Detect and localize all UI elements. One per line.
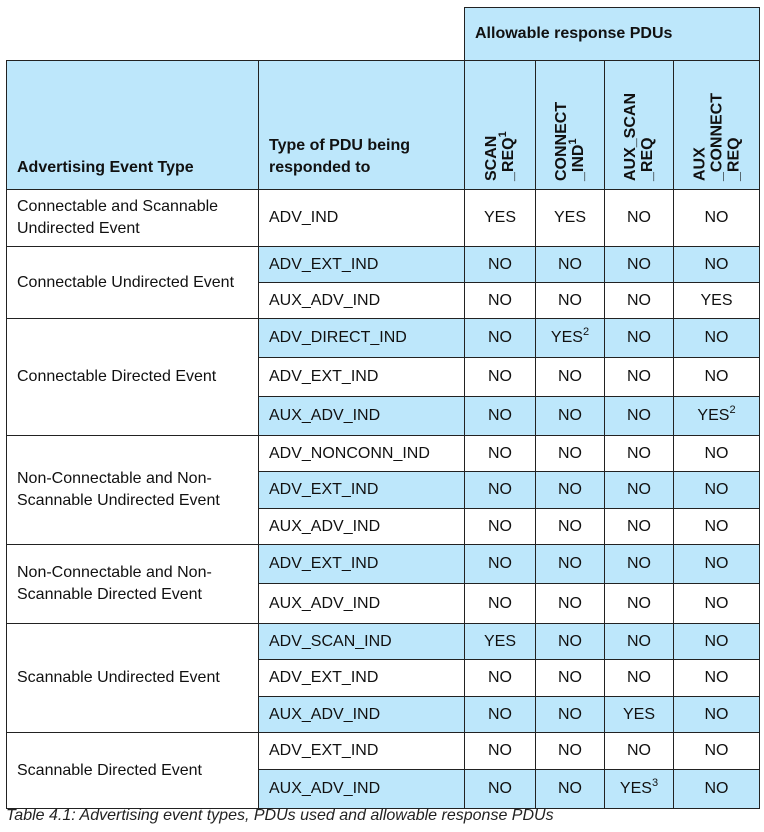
pdu-type-cell: ADV_EXT_IND <box>259 247 465 283</box>
pdu-type-cell: AUX_ADV_IND <box>259 584 465 624</box>
header-response-aux-scan-req <box>605 61 674 190</box>
response-value-cell: NO <box>605 190 674 247</box>
pdu-type-cell: ADV_IND <box>259 190 465 247</box>
response-value-cell: YES <box>536 190 605 247</box>
response-value-cell: NO <box>605 397 674 436</box>
response-value-cell: NO <box>674 472 760 509</box>
response-value-cell: NO <box>605 247 674 283</box>
response-value-cell: NO <box>536 545 605 584</box>
response-value-cell: NO <box>536 584 605 624</box>
response-value-cell: NO <box>465 319 536 358</box>
pdu-type-cell: ADV_SCAN_IND <box>259 624 465 660</box>
response-value-cell: NO <box>536 472 605 509</box>
response-value-cell: NO <box>465 472 536 509</box>
pdu-type-cell: AUX_ADV_IND <box>259 770 465 809</box>
response-value-cell: YES <box>605 697 674 733</box>
response-value-cell: NO <box>605 472 674 509</box>
table-row <box>7 436 760 472</box>
response-value-cell: NO <box>605 283 674 319</box>
table-row <box>7 190 760 247</box>
response-value-cell: NO <box>674 436 760 472</box>
advertising-event-type-cell: Non-Connectable and Non-Scannable Directed Event <box>7 545 259 624</box>
response-value-cell: YES <box>465 190 536 247</box>
response-value-cell: NO <box>605 624 674 660</box>
header-advertising-event-type: Advertising Event Type <box>7 61 259 190</box>
response-value-cell: NO <box>674 247 760 283</box>
advertising-event-type-cell: Connectable Undirected Event <box>7 247 259 319</box>
blank-corner <box>7 8 465 61</box>
response-value-cell: NO <box>674 190 760 247</box>
vertical-header-label: AUX _CONNECT _REQ <box>691 92 742 181</box>
response-value-cell: NO <box>465 660 536 697</box>
response-value-cell: NO <box>674 624 760 660</box>
header-response-connect-ind <box>536 61 605 190</box>
advertising-event-type-cell: Non-Connectable and Non-Scannable Undirected Event <box>7 436 259 545</box>
pdu-type-cell: ADV_EXT_IND <box>259 660 465 697</box>
advertising-event-type-cell: Scannable Directed Event <box>7 733 259 809</box>
pdu-type-cell: ADV_EXT_IND <box>259 545 465 584</box>
group-header-row <box>7 8 760 61</box>
advertising-event-table <box>6 7 760 809</box>
response-value-cell: NO <box>674 319 760 358</box>
response-value-cell: NO <box>536 697 605 733</box>
pdu-type-cell: AUX_ADV_IND <box>259 509 465 545</box>
response-value-cell: NO <box>536 247 605 283</box>
allowable-response-header: Allowable response PDUs <box>465 8 760 61</box>
response-value-cell: YES$^2$ <box>674 397 760 436</box>
pdu-type-cell: ADV_EXT_IND <box>259 733 465 770</box>
response-value-cell: NO <box>674 584 760 624</box>
pdu-type-cell: ADV_DIRECT_IND <box>259 319 465 358</box>
header-pdu-type: Type of PDU being responded to <box>259 61 465 190</box>
response-value-cell: NO <box>605 545 674 584</box>
response-value-cell: NO <box>536 624 605 660</box>
pdu-type-cell: AUX_ADV_IND <box>259 397 465 436</box>
response-value-cell: NO <box>536 733 605 770</box>
response-value-cell: NO <box>536 358 605 397</box>
response-value-cell: NO <box>605 509 674 545</box>
vertical-header-label: SCAN _REQ$^1$ <box>483 131 517 181</box>
response-value-cell: NO <box>465 397 536 436</box>
table-row <box>7 247 760 283</box>
response-value-cell: NO <box>605 660 674 697</box>
response-value-cell: NO <box>536 509 605 545</box>
header-response-scan-req <box>465 61 536 190</box>
advertising-event-type-cell: Connectable and Scannable Undirected Event <box>7 190 259 247</box>
response-value-cell: NO <box>536 770 605 809</box>
response-value-cell: NO <box>465 509 536 545</box>
response-value-cell: NO <box>605 436 674 472</box>
response-value-cell: YES <box>674 283 760 319</box>
response-value-cell: NO <box>674 697 760 733</box>
response-value-cell: NO <box>465 436 536 472</box>
response-value-cell: NO <box>465 358 536 397</box>
response-value-cell: NO <box>605 584 674 624</box>
table-body <box>7 190 760 809</box>
response-value-cell: NO <box>674 358 760 397</box>
response-value-cell: YES <box>465 624 536 660</box>
response-value-cell: NO <box>674 733 760 770</box>
table-row <box>7 319 760 358</box>
header-response-aux-connect-req <box>674 61 760 190</box>
response-value-cell: NO <box>605 319 674 358</box>
pdu-type-cell: AUX_ADV_IND <box>259 697 465 733</box>
response-value-cell: NO <box>465 733 536 770</box>
response-value-cell: NO <box>465 584 536 624</box>
table-row <box>7 545 760 584</box>
response-value-cell: NO <box>674 545 760 584</box>
vertical-header-label: CONNECT _IND$^1$ <box>553 101 587 181</box>
advertising-event-type-cell: Scannable Undirected Event <box>7 624 259 733</box>
response-value-cell: YES$^2$ <box>536 319 605 358</box>
response-value-cell: NO <box>465 545 536 584</box>
vertical-header-label: AUX_SCAN _REQ <box>622 92 656 181</box>
response-value-cell: NO <box>536 397 605 436</box>
response-value-cell: NO <box>674 660 760 697</box>
response-value-cell: NO <box>674 770 760 809</box>
response-value-cell: NO <box>536 283 605 319</box>
pdu-type-cell: ADV_EXT_IND <box>259 472 465 509</box>
response-value-cell: NO <box>465 697 536 733</box>
pdu-type-cell: ADV_NONCONN_IND <box>259 436 465 472</box>
advertising-event-type-cell: Connectable Directed Event <box>7 319 259 436</box>
response-value-cell: NO <box>605 358 674 397</box>
table-row <box>7 733 760 770</box>
column-header-row <box>7 61 760 190</box>
response-value-cell: NO <box>465 283 536 319</box>
table-row <box>7 624 760 660</box>
response-value-cell: NO <box>465 247 536 283</box>
response-value-cell: NO <box>465 770 536 809</box>
response-value-cell: YES$^3$ <box>605 770 674 809</box>
response-value-cell: NO <box>674 509 760 545</box>
table-caption: Table 4.1: Advertising event types, PDUs used and allowable response PDUs <box>6 807 554 824</box>
response-value-cell: NO <box>536 436 605 472</box>
pdu-type-cell: AUX_ADV_IND <box>259 283 465 319</box>
pdu-type-cell: ADV_EXT_IND <box>259 358 465 397</box>
response-value-cell: NO <box>605 733 674 770</box>
response-value-cell: NO <box>536 660 605 697</box>
